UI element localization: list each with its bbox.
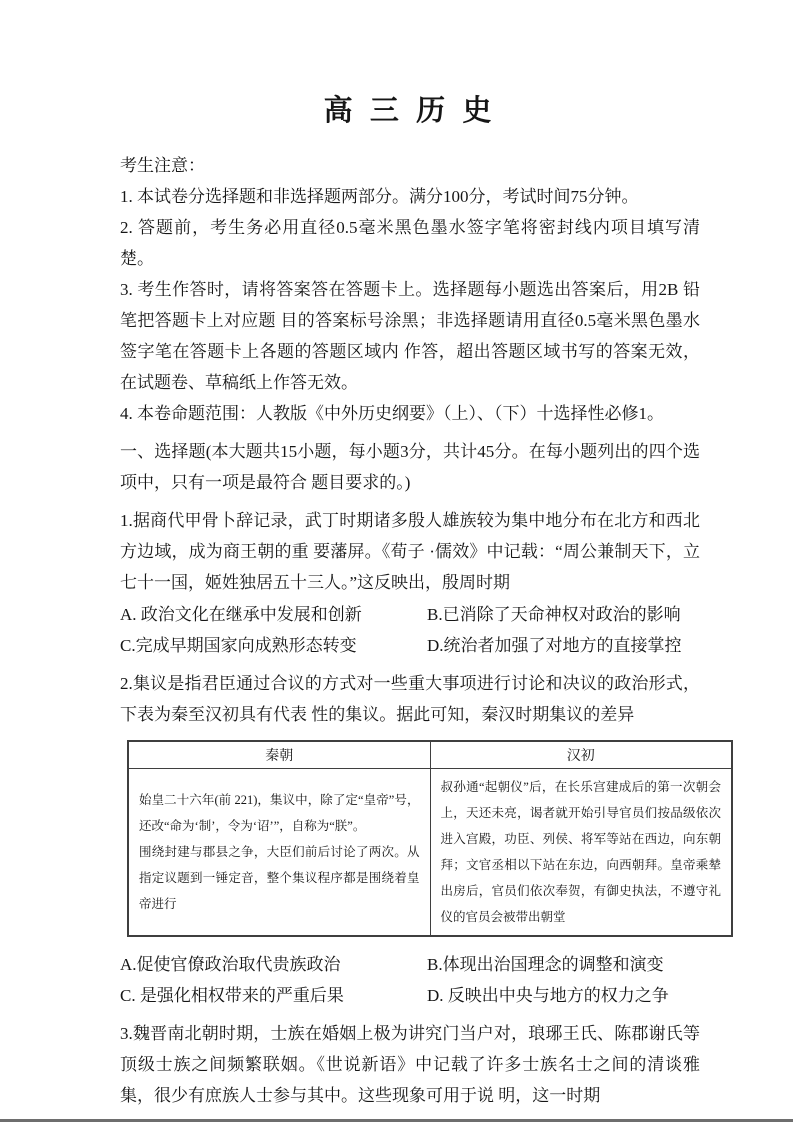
- option-row: [120, 630, 700, 661]
- comparison-table: [127, 740, 733, 937]
- han-paragraph-1: 叔孙通“起朝仪”后，在长乐宫建成后的第一次朝会上，天还未亮，谒者就开始引导官员们按品级依次进入宫殿，功臣、列侯、将军等站在西边，向东朝拜；文官丞相以下站在东边，向西朝拜。皇帝乘辇出房后，官员们依次奉贺，有御史执法，不遵守礼仪的官员会被带出朝堂: [440, 780, 721, 924]
- table-cell-han: [430, 769, 732, 937]
- question-1-options: [120, 599, 700, 661]
- page-title: 高 三 历 史: [323, 95, 497, 127]
- question-1-option-a: A. 政治文化在继承中发展和创新: [120, 605, 362, 624]
- question-2-option-a: A.促使官僚政治取代贵族政治: [120, 955, 341, 974]
- section-heading: 一、选择题(本大题共15小题，每小题3分，共计45分。在每小题列出的四个选项中，只有一项是最符合 题目要求的。): [120, 442, 700, 492]
- question-1-stem: 1.据商代甲骨卜辞记录，武丁时期诸多殷人雄族较为集中地分布在北方和西北方边域，成为商王朝的重 要藩屏。《荀子 ·儒效》中记载：“周公兼制天下，立七十一国，姬姓独居五十三人。”这反映出，殷周时期: [120, 511, 700, 592]
- notice-item-2: 2. 答题前，考生务必用直径0.5毫米黑色墨水签字笔将密封线内项目填写清楚。: [120, 218, 700, 268]
- table-cell-qin: [128, 769, 430, 937]
- notice-item-1: 1. 本试卷分选择题和非选择题两部分。满分100分，考试时间75分钟。: [120, 187, 639, 206]
- option-row: [120, 949, 700, 980]
- notice-item-4: 4. 本卷命题范围：人教版《中外历史纲要》（上）、（下）十选择性必修1。: [120, 404, 664, 423]
- question-2-option-c: C. 是强化相权带来的严重后果: [120, 986, 344, 1005]
- question-3-stem: 3.魏晋南北朝时期，士族在婚姻上极为讲究门当户对，琅琊王氏、陈郡谢氏等顶级士族之间频繁联姻。《世说新语》中记载了许多士族名士之间的清谈雅集，很少有庶族人士参与其中。这些现象可用于说 明，这一时期: [120, 1024, 700, 1105]
- question-2-option-d: D. 反映出中央与地方的权力之争: [427, 986, 669, 1005]
- qin-paragraph-2: 围绕封建与郡县之争，大臣们前后讨论了两次。从指定议题到一锤定音，整个集议程序都是围绕着皇帝进行: [139, 845, 420, 911]
- question-2-option-b: B.体现出治国理念的调整和演变: [427, 955, 664, 974]
- exam-content: [120, 88, 721, 1111]
- question-1-option-b: B.已消除了天命神权对政治的影响: [427, 605, 681, 624]
- question-2-stem: 2.集议是指君臣通过合议的方式对一些重大事项进行讨论和决议的政治形式，下表为秦至汉初具有代表 性的集议。据此可知，秦汉时期集议的差异: [120, 674, 700, 724]
- question-1-option-c: C.完成早期国家向成熟形态转变: [120, 636, 357, 655]
- notice-heading: 考生注意：: [120, 156, 205, 175]
- qin-paragraph-1: 始皇二十六年(前 221)，集议中，除了定“皇帝”号，还改“命为‘制’，令为‘诏’”，自称为“朕”。: [139, 793, 420, 833]
- table-header-row: [128, 741, 732, 769]
- question-1-option-d: D.统治者加强了对地方的直接掌控: [427, 636, 682, 655]
- table-header-han: 汉初: [430, 741, 732, 769]
- table-header-qin: 秦朝: [128, 741, 430, 769]
- table-body-row: [128, 769, 732, 937]
- option-row: [120, 599, 700, 630]
- question-2-options: [120, 949, 700, 1011]
- option-row: [120, 980, 700, 1011]
- notice-item-3: 3. 考生作答时，请将答案答在答题卡上。选择题每小题选出答案后，用2B 铅笔把答题卡上对应题 目的答案标号涂黑；非选择题请用直径0.5毫米黑色墨水签字笔在答题卡上各题的答题区域内 作答，超出答题区域书写的答案无效，在试题卷、草稿纸上作答无效。: [120, 280, 700, 392]
